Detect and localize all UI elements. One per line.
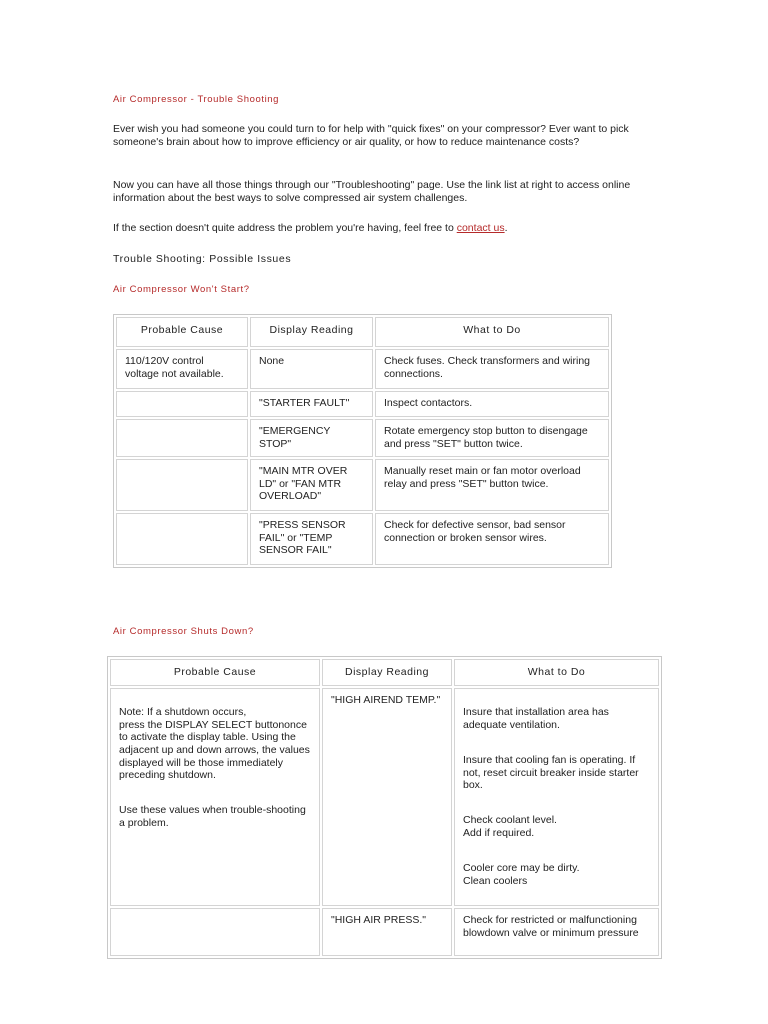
table-header-row — [110, 659, 659, 686]
cause-cell — [116, 513, 248, 565]
reading-cell: "HIGH AIREND TEMP." — [322, 688, 452, 906]
column-header: What to Do — [375, 317, 609, 347]
cause-cell — [116, 391, 248, 417]
table-row — [116, 391, 609, 417]
action-cell: Check for defective sensor, bad sensor connection or broken sensor wires. — [375, 513, 609, 565]
column-header: Probable Cause — [110, 659, 320, 686]
shuts-down-table — [107, 656, 662, 959]
action-item: Insure that installation area has adequate ventilation. — [463, 706, 609, 731]
table-row — [116, 349, 609, 389]
reading-cell: "STARTER FAULT" — [250, 391, 373, 417]
table-row — [116, 419, 609, 457]
cause-cell — [110, 688, 320, 906]
action-item: Check coolant level. Add if required. — [463, 814, 557, 839]
action-item: Insure that cooling fan is operating. If not, reset circuit breaker inside starter box. — [463, 753, 639, 792]
wont-start-heading: Air Compressor Won't Start? — [113, 284, 250, 295]
shutdown-note-usage: Use these values when trouble-shooting a problem. — [119, 804, 306, 829]
cause-cell — [116, 459, 248, 511]
reading-cell: "PRESS SENSOR FAIL" or "TEMP SENSOR FAIL" — [250, 513, 373, 565]
intro-paragraph-1: Ever wish you had someone you could turn to for help with "quick fixes" on your compressor? Ever want to pick someone's brain about how to improve efficiency or air quality, or how to reduce maintenance costs? — [113, 123, 629, 148]
contact-text-before: If the section doesn't quite address the problem you're having, feel free to — [113, 222, 457, 234]
shuts-down-heading: Air Compressor Shuts Down? — [113, 626, 254, 637]
column-header: Display Reading — [250, 317, 373, 347]
action-cell — [454, 688, 659, 906]
table-row — [116, 459, 609, 511]
table-row — [116, 513, 609, 565]
action-cell: Check for restricted or malfunctioning blowdown valve or minimum pressure — [454, 908, 659, 956]
page-title: Air Compressor - Trouble Shooting — [113, 94, 280, 105]
action-cell: Inspect contactors. — [375, 391, 609, 417]
action-cell: Manually reset main or fan motor overload relay and press "SET" button twice. — [375, 459, 609, 511]
action-item: Cooler core may be dirty. Clean coolers — [463, 862, 580, 887]
section-heading: Trouble Shooting: Possible Issues — [113, 253, 292, 265]
column-header: Probable Cause — [116, 317, 248, 347]
table-header-row — [116, 317, 609, 347]
intro-paragraph-3 — [113, 222, 653, 235]
action-cell: Rotate emergency stop button to disengage and press "SET" button twice. — [375, 419, 609, 457]
table-row — [110, 688, 659, 906]
reading-cell: None — [250, 349, 373, 389]
shutdown-note: Note: If a shutdown occurs, press the DISPLAY SELECT buttononce to activate the display table. Using the adjacent up and down arrows, the values displayed will be those immediately preceding shutdown. — [119, 706, 310, 782]
contact-text-after: . — [504, 222, 508, 234]
cause-cell — [116, 419, 248, 457]
action-cell: Check fuses. Check transformers and wiring connections. — [375, 349, 609, 389]
cause-cell — [110, 908, 320, 956]
reading-cell: "HIGH AIR PRESS." — [322, 908, 452, 956]
reading-cell: "MAIN MTR OVER LD" or "FAN MTR OVERLOAD" — [250, 459, 373, 511]
contact-us-link[interactable]: contact us — [456, 222, 505, 234]
column-header: Display Reading — [322, 659, 452, 686]
reading-cell: "EMERGENCY STOP" — [250, 419, 373, 457]
table-row — [110, 908, 659, 956]
intro-paragraph-2: Now you can have all those things through our "Troubleshooting" page. Use the link list at right to access online information about the best ways to solve compressed air system challenges. — [113, 179, 631, 204]
column-header: What to Do — [454, 659, 659, 686]
cause-cell: 110/120V control voltage not available. — [116, 349, 248, 389]
wont-start-table — [113, 314, 612, 568]
